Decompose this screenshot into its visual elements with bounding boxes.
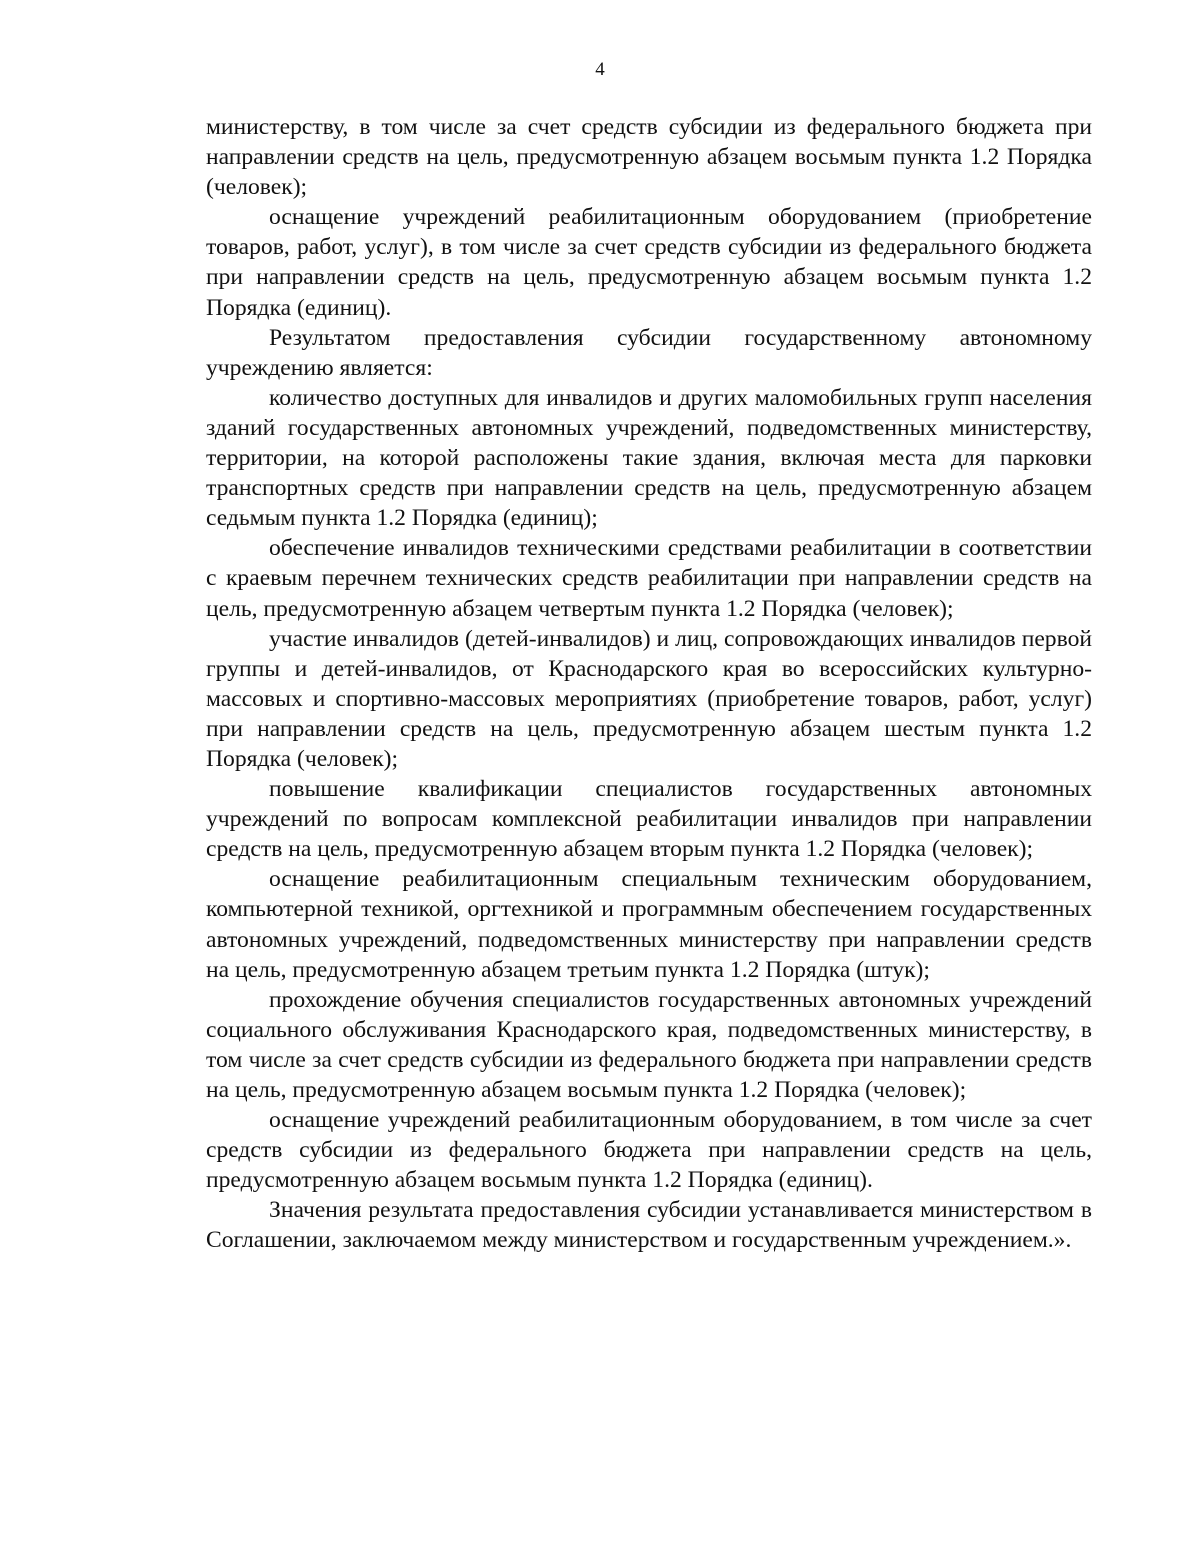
paragraph: повышение квалификации специалистов государственных автономных учреждений по вопросам комплексной реабилитации инвалидов при направлении средств на цель, предусмотренную абзацем вторым пункта 1.2 Порядка (человек); [206,776,1092,863]
paragraph: обеспечение инвалидов техническими средствами реабилитации в соответствии с краевым перечнем технических средств реабилитации при направлении средств на цель, предусмотренную абзацем четвертым пункта 1.2 Порядка (человек); [206,535,1092,622]
paragraph: оснащение учреждений реабилитационным оборудованием, в том числе за счет средств субсидии из федерального бюджета при направлении средств на цель, предусмотренную абзацем восьмым пункта 1.2 Порядка (единиц). [206,1107,1092,1194]
paragraph: Результатом предоставления субсидии государственному автономному учреждению является: [206,324,1092,381]
paragraph: оснащение учреждений реабилитационным оборудованием (приобретение товаров, работ, услуг), в том числе за счет средств субсидии из федерального бюджета при направлении средств на цель, предусмотренную абзацем восьмым пункта 1.2 Порядка (единиц). [206,204,1092,321]
paragraph: прохождение обучения специалистов государственных автономных учреждений социального обслуживания Краснодарского края, подведомственных министерству, в том числе за счет средств субсидии из федерального бюджета при направлении средств на цель, предусмотренную абзацем восьмым пункта 1.2 Порядка (человек); [206,986,1092,1103]
paragraph-continuation: министерству, в том числе за счет средств субсидии из федерального бюджета при направлении средств на цель, предусмотренную абзацем восьмым пункта 1.2 Порядка (человек); [206,114,1092,201]
paragraph: оснащение реабилитационным специальным техническим оборудованием, компьютерной техникой, оргтехникой и программным обеспечением государственных автономных учреждений, подведомственных министерству при направлении средств на цель, предусмотренную абзацем третьим пункта 1.2 Порядка (штук); [206,866,1092,983]
page-number: 4 [595,59,605,80]
document-body [206,112,1092,1256]
paragraph: участие инвалидов (детей-инвалидов) и лиц, сопровождающих инвалидов первой группы и детей-инвалидов, от Краснодарского края во всероссийских культурно-массовых и спортивно-массовых мероприятиях (приобретение товаров, работ, услуг) при направлении средств на цель, предусмотренную абзацем шестым пункта 1.2 Порядка (человек); [206,625,1092,772]
paragraph: Значения результата предоставления субсидии устанавливается министерством в Соглашении, заключаемом между министерством и государственным учреждением.». [206,1197,1092,1254]
paragraph: количество доступных для инвалидов и других маломобильных групп населения зданий государственных автономных учреждений, подведомственных министерству, территории, на которой расположены такие здания, включая места для парковки транспортных средств при направлении средств на цель, предусмотренную абзацем седьмым пункта 1.2 Порядка (единиц); [206,384,1092,532]
